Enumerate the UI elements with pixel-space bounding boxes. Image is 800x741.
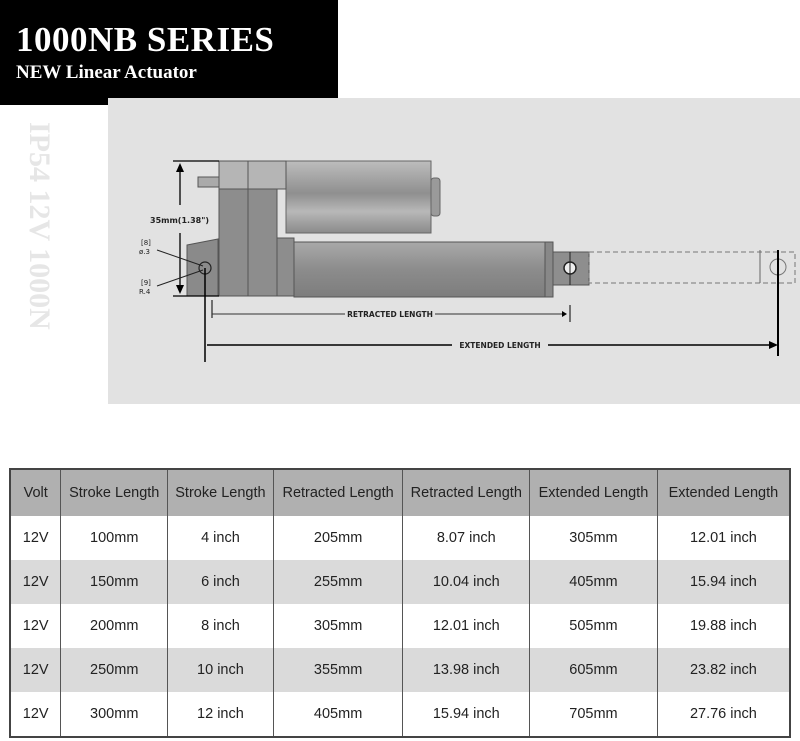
header-extended-inch: Extended Length [657, 469, 790, 516]
series-subtitle: NEW Linear Actuator [16, 62, 197, 83]
svg-text:EXTENDED LENGTH: EXTENDED LENGTH [459, 341, 541, 350]
height-dimension-label: 35mm(1.38") [150, 216, 210, 225]
header-stroke-inch: Stroke Length [168, 469, 274, 516]
header-retracted-inch: Retracted Length [403, 469, 530, 516]
table-header-row [10, 469, 790, 516]
table-row: 12V 300mm 12 inch 405mm 15.94 inch 705mm 27.76 inch [10, 692, 790, 737]
svg-text:[8]: [8] [141, 239, 151, 247]
header-extended-mm: Extended Length [530, 469, 658, 516]
header-volt: Volt [10, 469, 61, 516]
table-row: 12V 150mm 6 inch 255mm 10.04 inch 405mm 15.94 inch [10, 560, 790, 604]
svg-text:ø.3: ø.3 [139, 248, 150, 256]
header-retracted-mm: Retracted Length [273, 469, 403, 516]
header-stroke-mm: Stroke Length [61, 469, 168, 516]
table-row: 12V 100mm 4 inch 205mm 8.07 inch 305mm 12.01 inch [10, 516, 790, 560]
svg-text:RETRACTED LENGTH: RETRACTED LENGTH [347, 310, 433, 319]
svg-text:[9]: [9] [141, 279, 151, 287]
actuator-tube-icon [294, 242, 795, 297]
spec-watermark: IP54 12V 1000N [23, 122, 56, 330]
specification-table [9, 468, 791, 738]
table-row: 12V 250mm 10 inch 355mm 13.98 inch 605mm 23.82 inch [10, 648, 790, 692]
series-title: 1000NB SERIES [16, 20, 275, 59]
svg-text:R.4: R.4 [139, 288, 151, 296]
table-row: 12V 200mm 8 inch 305mm 12.01 inch 505mm 19.88 inch [10, 604, 790, 648]
